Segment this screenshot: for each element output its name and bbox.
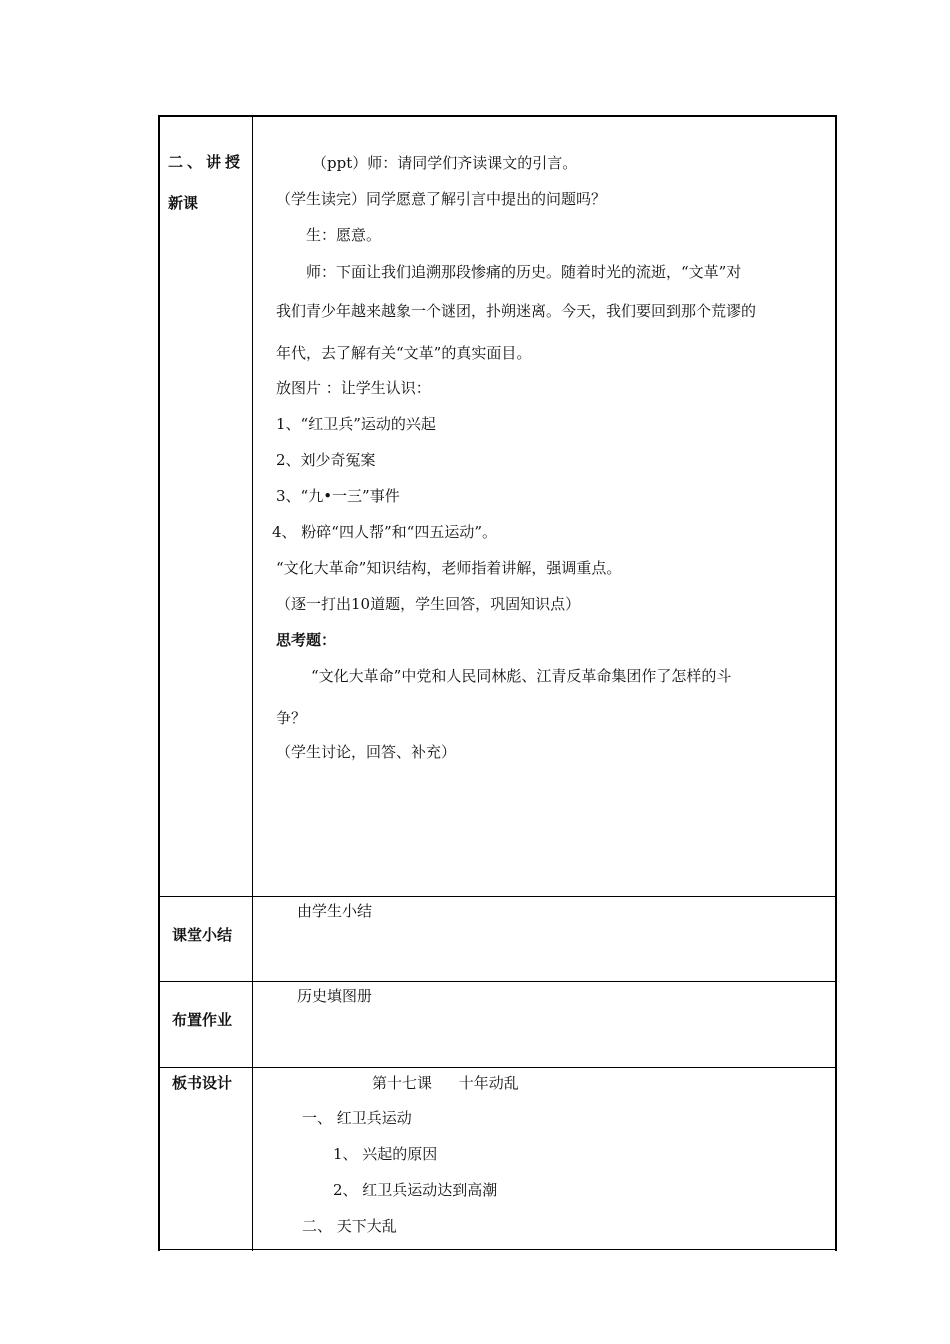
- lecture-label-line2: 新课: [168, 194, 199, 212]
- lecture-paragraph: （学生读完）同学愿意了解引言中提出的问题吗？: [276, 190, 607, 208]
- lecture-paragraph: 师：下面让我们追溯那段惨痛的历史。随着时光的流逝，“文革”对: [306, 263, 742, 281]
- lecture-list-item: 4、 粉碎“四人帮”和“四五运动”。: [272, 523, 497, 541]
- table-border-bottom: [158, 1249, 837, 1250]
- lecture-list-item: 2、刘少奇冤案: [276, 451, 376, 469]
- board-item: 1、 兴起的原因: [333, 1145, 438, 1163]
- summary-label: 课堂小结: [172, 926, 233, 944]
- thinking-question-text: 争？: [276, 709, 307, 727]
- lecture-list-item: 1、“红卫兵”运动的兴起: [276, 415, 436, 433]
- row-divider-3: [158, 1067, 837, 1068]
- board-item: 一、 红卫兵运动: [302, 1109, 412, 1127]
- board-label: 板书设计: [172, 1074, 233, 1092]
- lecture-paragraph: “文化大革命”知识结构，老师指着讲解，强调重点。: [276, 559, 622, 577]
- summary-content: 由学生小结: [297, 902, 373, 920]
- board-item: 2、 红卫兵运动达到高潮: [333, 1181, 498, 1199]
- board-title: 第十七课 十年动乱: [372, 1074, 519, 1092]
- lecture-paragraph: （ppt）师：请同学们齐读课文的引言。: [312, 154, 578, 172]
- table-border-right: [835, 115, 837, 1251]
- lecture-paragraph: 年代，去了解有关“文革”的真实面目。: [276, 344, 532, 362]
- table-border-top: [158, 115, 837, 117]
- lecture-paragraph: （学生讨论，回答、补充）: [276, 743, 457, 761]
- lecture-list-item: 3、“九•一三”事件: [276, 487, 400, 505]
- lecture-paragraph: 我们青少年越来越象一个谜团，扑朔迷离。今天，我们要回到那个荒谬的: [276, 302, 757, 320]
- board-item: 二、 天下大乱: [302, 1217, 397, 1235]
- homework-content: 历史填图册: [297, 987, 373, 1005]
- thinking-question-heading: 思考题：: [276, 631, 337, 649]
- row-divider-2: [158, 981, 837, 982]
- homework-label: 布置作业: [172, 1011, 233, 1029]
- table-border-left: [158, 115, 160, 1251]
- thinking-question-text: “文化大革命”中党和人民同林彪、江青反革命集团作了怎样的斗: [311, 667, 732, 685]
- row-divider-1: [158, 896, 837, 897]
- lecture-paragraph: 放图片 ：让学生认识：: [276, 379, 431, 397]
- lecture-paragraph: 生：愿意。: [306, 226, 382, 244]
- lecture-paragraph: （逐一打出10道题，学生回答，巩固知识点）: [276, 595, 581, 613]
- table-column-divider: [252, 115, 253, 1251]
- lecture-label-line1: 二、讲授: [168, 153, 245, 171]
